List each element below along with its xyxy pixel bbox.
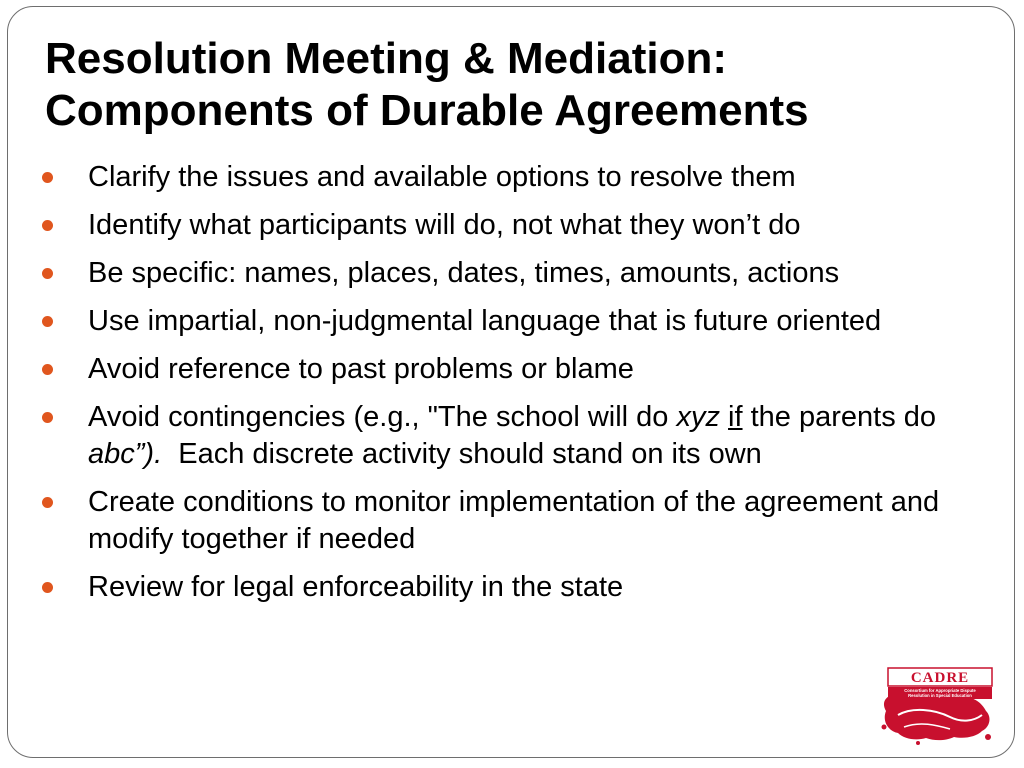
bullet-text: Avoid reference to past problems or blame — [88, 353, 634, 385]
bullet-list — [88, 159, 993, 617]
title-line-1: Resolution Meeting & Mediation: — [45, 34, 727, 83]
bullet-text: Use impartial, non-judgmental language that is future oriented — [88, 305, 882, 337]
logo-name: CADRE — [910, 670, 970, 686]
bullet-text-underline-if: if — [728, 401, 743, 433]
bullet-text-part: the parents do — [742, 401, 937, 433]
bullet-dot-icon — [42, 172, 53, 183]
bullet-text: Review for legal enforceability in the state — [88, 571, 624, 603]
bullet-item — [88, 303, 993, 340]
bullet-dot-icon — [42, 316, 53, 327]
logo-subtitle-2: Resolution in Special Education — [908, 693, 972, 698]
bullet-text-italic-xyz: xyz — [676, 401, 720, 433]
bullet-dot-icon — [42, 582, 53, 593]
bullet-dot-icon — [42, 364, 53, 375]
bullet-dot-icon — [42, 268, 53, 279]
bullet-text: Identify what participants will do, not what they won’t do — [88, 209, 801, 241]
logo-subtitle-1: Consortium for Appropriate Dispute — [904, 688, 976, 693]
bullet-item — [88, 159, 993, 196]
bullet-dot-icon — [42, 412, 53, 423]
bullet-text: Be specific: names, places, dates, times, amounts, actions — [88, 257, 840, 289]
bullet-dot-icon — [42, 497, 53, 508]
bullet-text: Clarify the issues and available options to resolve them — [88, 161, 796, 193]
bullet-text-italic-abc: abc”). — [88, 438, 163, 470]
slide-title — [45, 33, 1005, 137]
bullet-text-part: Each discrete activity should stand on its own — [162, 438, 762, 470]
bullet-item — [88, 484, 993, 558]
logo-splash-dot — [882, 725, 887, 730]
bullet-text-part: Avoid contingencies (e.g., "The school will do — [88, 401, 677, 433]
bullet-item — [88, 255, 993, 292]
cadre-logo-icon — [878, 667, 996, 745]
logo-splash-dot — [916, 741, 920, 745]
bullet-item — [88, 351, 993, 388]
bullet-item — [88, 569, 993, 606]
bullet-text: Create conditions to monitor implementation of the agreement and modify together if needed — [88, 486, 940, 555]
bullet-item — [88, 399, 993, 473]
bullet-dot-icon — [42, 220, 53, 231]
logo-splash-dot — [985, 734, 991, 740]
title-line-2: Components of Durable Agreements — [45, 86, 809, 135]
bullet-text — [88, 401, 936, 470]
bullet-item — [88, 207, 993, 244]
